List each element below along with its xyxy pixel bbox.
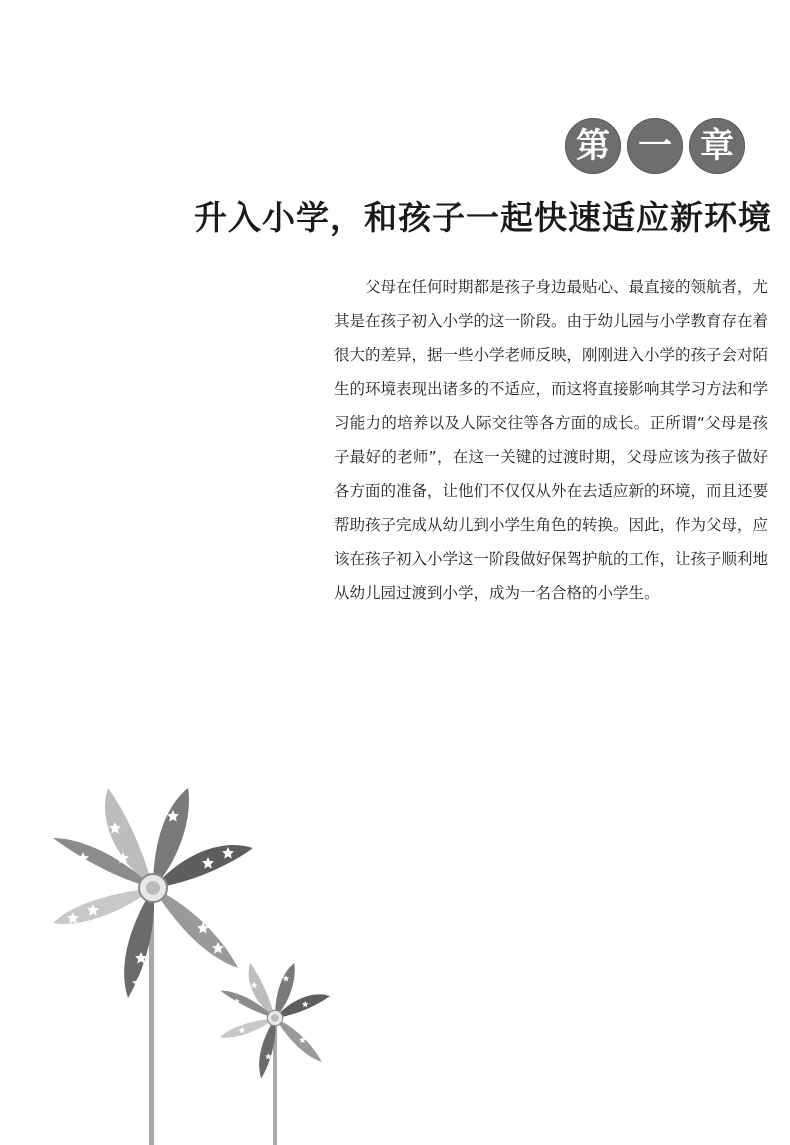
body-paragraph: 父母在任何时期都是孩子身边最贴心、最直接的领航者，尤其是在孩子初入小学的这一阶段。由于幼儿园与小学教育存在着很大的差异，据一些小学老师反映，刚刚进入小学的孩子会对陌生的环境表现出诸多的不适应，而这将直接影响其学习方法和学习能力的培养以及人际交往等各方面的成长。正所谓“父母是孩子最好的老师”，在这一关键的过渡时期，父母应该为孩子做好各方面的准备，让他们不仅仅从外在去适应新的环境，而且还要帮助孩子完成从幼儿到小学生角色的转换。因此，作为父母，应该在孩子初入小学这一阶段做好保驾护航的工作，让孩子顺利地从幼儿园过渡到小学，成为一名合格的小学生。 [334, 278, 769, 602]
chapter-heading [565, 118, 745, 174]
chapter-badge-yi: 一 [627, 118, 683, 174]
body-text [334, 270, 768, 610]
pinwheel-illustration [0, 770, 360, 1145]
pinwheel-small-icon [220, 963, 330, 1145]
pinwheel-large-icon [53, 788, 253, 1145]
chapter-badge-zhang: 章 [689, 118, 745, 174]
chapter-badge-di: 第 [565, 118, 621, 174]
chapter-title: 升入小学，和孩子一起快速适应新环境 [194, 198, 772, 237]
